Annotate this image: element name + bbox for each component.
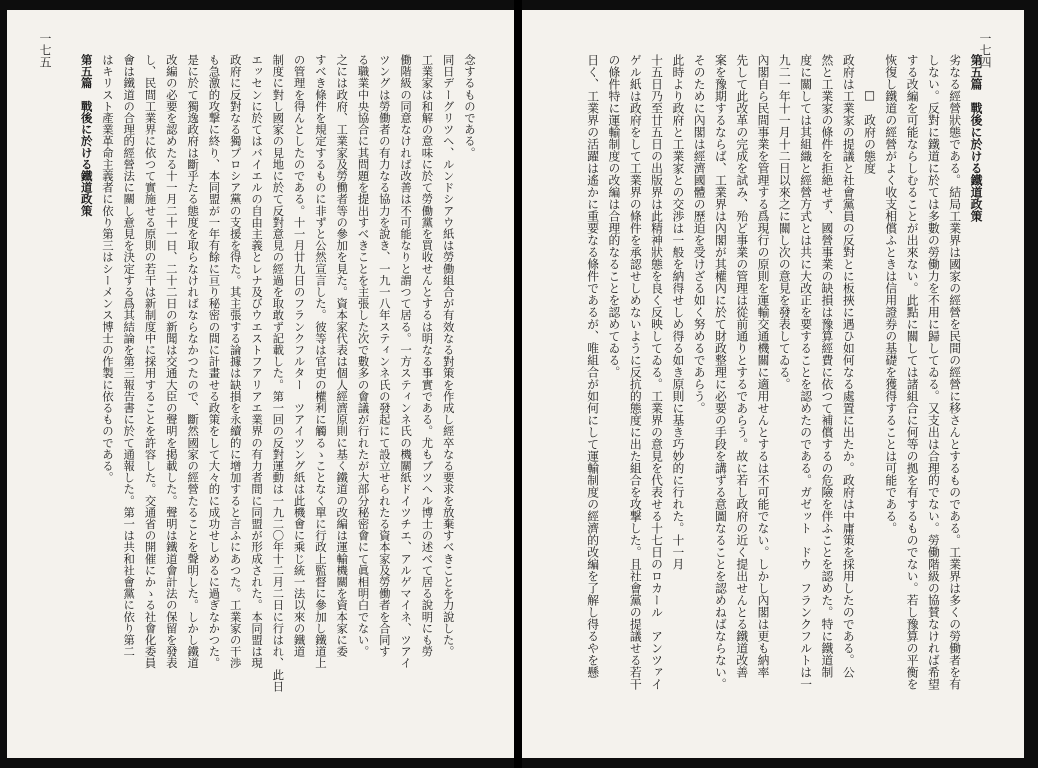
text-line: そのために內閣は經濟國體の歷迫を受けざる如く努めるであらう。 [692,54,707,414]
text-line: 同日デーグリツヘ、ルンドシアウ紙は勞働組合が有效なる對策を作成し經卒なる要求を放棄すべきことを力說した。 [441,54,456,658]
left-page [7,10,514,758]
text-line: 改編の必要を認めたる十一月二十一日、二十二日の新聞は交通大臣の聲明を掲載した。聲明は鐵道會計法の保留を發表 [164,54,179,669]
right-page-body [566,54,986,694]
text-line: し、民間工業界に依つて實施せる原則の若干は新制度中に採用することを許容した。交通省の開催にかゝる社會化委員 [143,54,158,669]
running-head: 第五篇 戰後に於ける鐵道政策 [79,54,94,217]
text-line: の管理を得んとしたのである。十一月廿九日のフランクフルター ツアイツング紙は此機會に乘じ統一法以來の鐵道 [292,54,307,658]
text-line: 會は鐵道の合理的經營法に關し意見を決定する爲其結論を第三報告書に於て通報した。第一は共和社會黨に依り第二 [122,54,137,658]
text-line: はキリスト產業革命主義者に依り第三はシーメンス博士の作製に依るものである。 [100,54,115,484]
text-line: 度に關しては其組織と經營方式とは共に大改正を要することを認めたのである。ガゼット ドウ フランクフルトは一 [798,54,813,690]
text-line: 日く、工業界の活躍は遙かに重要なる條件であるが、唯組合が如何にして運輸制度の經濟的改編を了解し得るやを懸 [585,54,600,678]
text-line: 此時より政府と工業家との交渉は一般を納得せしめ得る如き原則に基き巧妙的に行れた。十一月 [670,54,685,570]
right-page [522,10,1024,758]
section-heading: □ 政府の態度 [862,88,877,175]
text-line: 劣なる經營狀態である。結局工業界は國家の經營を民間の經營に移さんとするものである。工業界は多くの勞働者を有 [947,54,962,690]
left-page-body [50,54,480,694]
text-line: 政府に反對なる獨プロシア黨の支援を得た。其主張する論據は缺損を永續的に增加すると言ふにあつた。工業家の干渉 [228,54,243,669]
text-line: する改編を可能ならしむることが出來ない。此點に關しては諸組合に何等の拠を有するものでない。若し豫算の平衡を [905,54,920,690]
text-line: 案を豫期するならば、工業界は內閣が其權內に於て財政整理に必要の手段を講ずる意圖なることを認めねばならない。 [713,54,728,690]
text-line: 働階級の同意なければ改善は不可能なりと謂つて居る。一方スティンネ氏の機關紙ドイツチエ、アルゲマイネ、ツアイ [399,54,414,669]
text-line: ツングは勞働者の有力なる協力を說き、一九一八年スティンネ氏の發起にて設立せられたる資本家及勞働者を合同す [377,54,392,658]
text-line: 念するものである。 [463,54,477,159]
text-line: エッセンに於てはバイエルの自由主義とレナ及びウエストフアリアエ業界の有力者間に同盟が形成された。本同盟は現 [250,54,265,669]
text-line: 政府は工業家の提議と社會黨員の反對とに板挾に遇ひ如何なる處置に出たか。政府は中庸策を採用したのである。公 [841,54,856,678]
text-line: 然と工業家の條件を拒絶せず、國營事業の缺損は豫算經費に依つて補償するの危險を伴ふことを認めた。特に鐵道制 [819,54,834,678]
book-spine [514,0,522,768]
text-line: ゲル紙は政府をして工業界の條件を承認せしめないように反抗的態度に出た組合を攻撃した。且社會黨の提議せる若干 [628,54,643,690]
text-line: の條件特に運輸制度の改編は合理的なることを認めてゐる。 [606,54,621,378]
text-line: 是に於て獨逸政府は斷乎たる態度を取らなければならなかつたので、斷然國家の經營たることを聲明した。しかし鐵道 [186,54,201,669]
text-line: 工業家は和解の意味に於て勞働黨を買收せんとするは明なる事實である。尤もブツヘル博士の述べて居る說明にも勞 [420,54,435,658]
running-head: 第五篇 戰後に於ける鐵道政策 [969,54,983,222]
text-line: る職業中央協合に其問題を提出すべきことを主張した次で數多の會議が行れたが大部分秘密會にて眞相明白でない。 [356,54,371,658]
text-line: 九二一年十一月十二日以來之に關し次の意見を發表してゐる。 [777,54,792,390]
text-line: 恢復し鐵道の經營がよく收支相償ふときは信用證券の基礎を獲得することは可能である。 [883,54,898,534]
page-number: 一七五 [38,32,52,68]
text-line: 內閣自ら民間事業を管理する爲現行の原則を運輸交通機關に適用せんとするは不可能でない。しかし內閣は更も納率 [756,54,771,678]
text-line: 十五日乃至廿五日の出版界は此精神狀態を良く反映してゐる。工業界の意見を代表せる十七日のロカール アンツァイ [649,54,664,690]
page-number: 一七四 [978,32,992,68]
text-line: も急激的攻撃に終り、本同盟が一年有餘に亘り秘密の間に計畫せる政策をして大々的に成功せしめるに過ぎなかつた。 [207,54,222,669]
text-line: しない。反對に鐵道に於ては多數の勞働力を不用に歸してゐる。又支出は合理的でない。勞働階級の協賛なければ希望 [926,54,941,690]
text-line: すべき條件を規定するものに非ずと公然宣言した。彼等は官吏の權利に觸るゝことなく單に行政上監督に參加し鐵道上 [313,54,328,669]
text-line: 之には政府、工業家及勞働者等の參加を見た。資本家代表は個人經濟原則に基く鐵道の改編は運輸機關を資本家に委 [335,54,350,658]
text-line: 先して此改革の完成を試み、殆ど事業の管理は從前通りとするであらう。故に若し政府の近く提出せんとる鐵道改善 [734,54,749,678]
text-line: 制度に對し國家の見地に於て反對意見の經過を取敢ず記載した。第一回の反對運動は一九二〇年十二月二日に行はれ、此日 [271,54,286,692]
